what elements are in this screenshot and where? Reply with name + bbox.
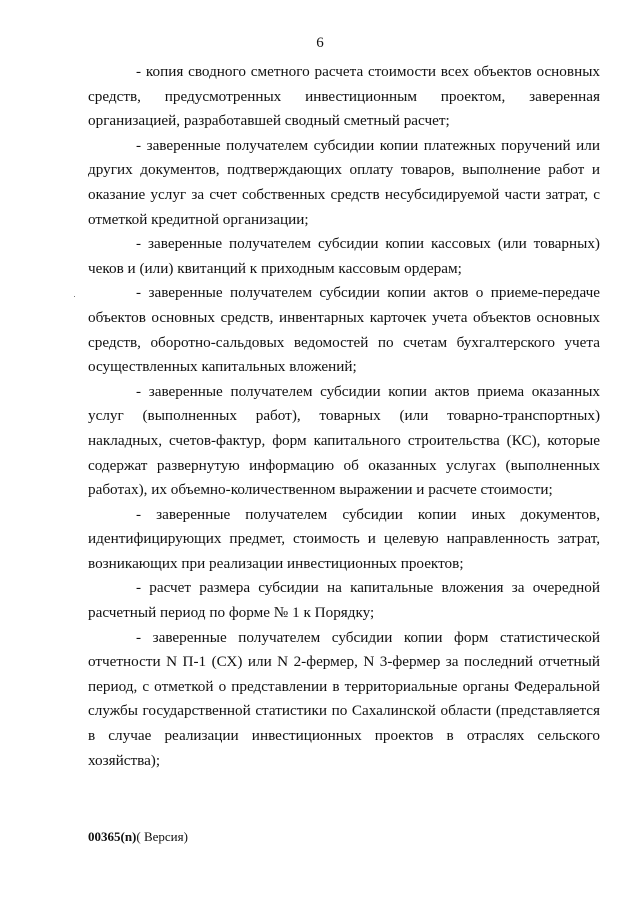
margin-mark bbox=[74, 296, 75, 297]
paragraph-cash-receipts: - заверенные получателем субсидии копии кассовых (или товарных) чеков и (или) квитанций к приходным кассовым ордерам; bbox=[88, 235, 600, 277]
paragraph-consolidated-estimate: - копия сводного сметного расчета стоимости всех объектов основных средств, предусмотренных инвестиционным проектом, заверенная организацией, разработавшей сводный сметный расчет; bbox=[88, 63, 600, 130]
footer bbox=[88, 829, 188, 845]
document-body bbox=[88, 60, 600, 773]
footer-document-code: 00365(n) bbox=[88, 829, 137, 844]
page-number: 6 bbox=[316, 35, 324, 51]
paragraph-other-documents: - заверенные получателем субсидии копии иных документов, идентифицирующих предмет, стоимость и целевую направленность затрат, возникающих при реализации инвестиционных проектов; bbox=[88, 505, 600, 572]
paragraph-service-acts: - заверенные получателем субсидии копии актов приема оказанных услуг (выполненных работ), товарных (или товарно-транспортных) накладных, счетов-фактур, форм капитального строительства (КС), которые содержат развернутую информацию об оказанных услугах (выполненных работах), их объемно-количественном выражении и расчете стоимости; bbox=[88, 382, 600, 499]
paragraph-statistical-forms: - заверенные получателем субсидии копии форм статистической отчетности N П-1 (СХ) или N 2-фермер, N 3-фермер за последний отчетный период, с отметкой о представлении в территориальные органы Федеральной службы государственной статистики по Сахалинской области (представляется в случае реализации инвестиционных проектов в отраслях сельского хозяйства); bbox=[88, 628, 600, 769]
paragraph-subsidy-calculation: - расчет размера субсидии на капитальные вложения за очередной расчетный период по форме № 1 к Порядку; bbox=[88, 579, 600, 622]
paragraph-payment-orders: - заверенные получателем субсидии копии платежных поручений или других документов, подтверждающих оплату товаров, выполнение работ и оказание услуг за счет собственных средств несубсидируемой части затрат, с отметкой кредитной организации; bbox=[88, 136, 600, 228]
paragraph-transfer-acts: - заверенные получателем субсидии копии актов о приеме-передаче объектов основных средств, инвентарных карточек учета объектов основных средств, оборотно-сальдовых ведомостей по счетам бухгалтерского учета осуществленных капитальных вложений; bbox=[88, 284, 600, 376]
footer-version: ( Версия) bbox=[136, 829, 188, 844]
